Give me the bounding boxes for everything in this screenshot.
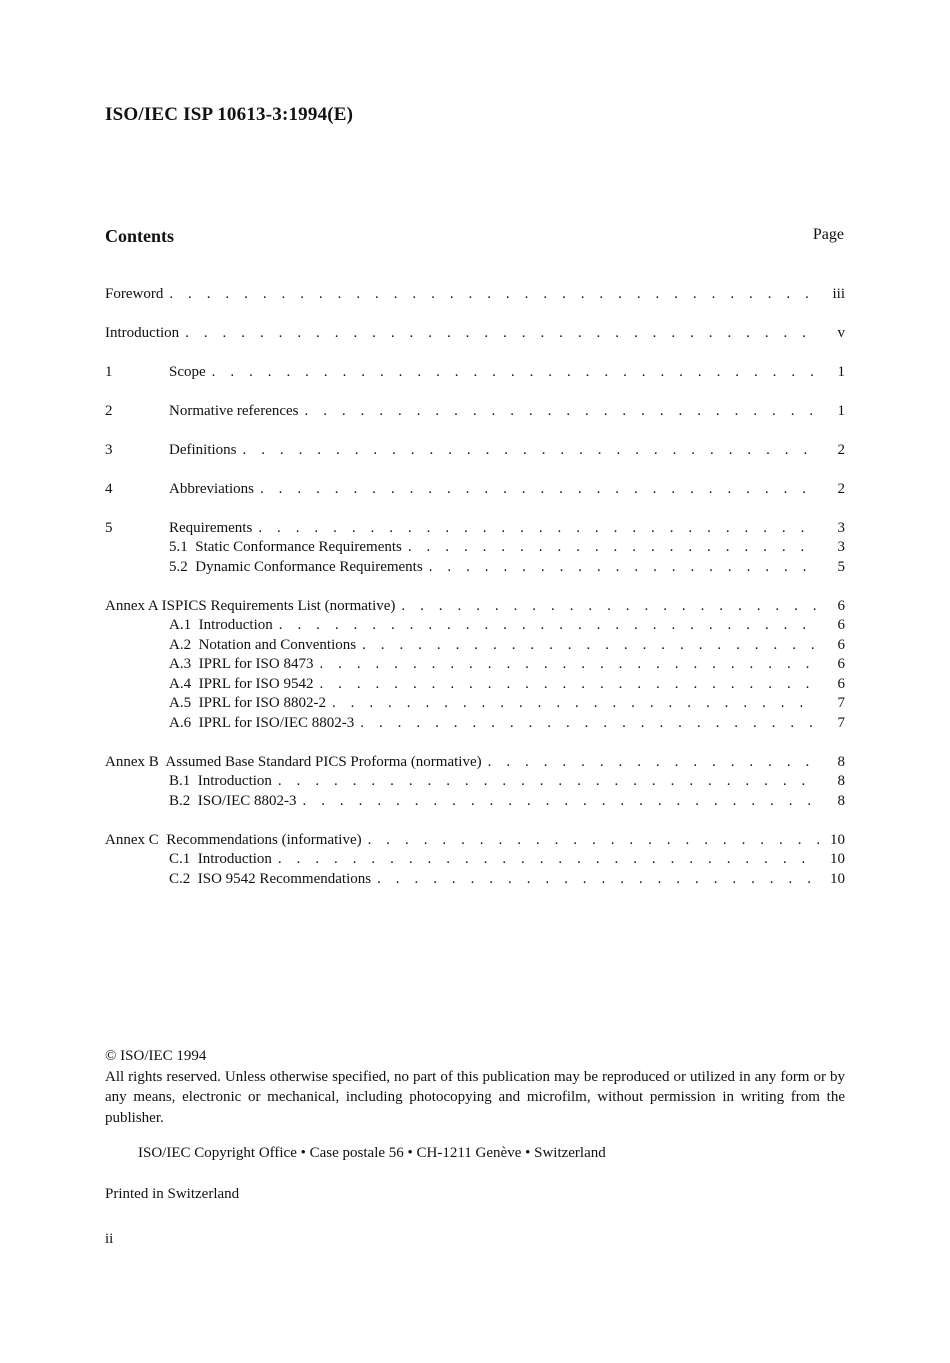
toc-entry-title: Introduction	[197, 773, 272, 789]
dot-leader	[303, 791, 819, 811]
toc-entry-number: 2	[105, 403, 113, 419]
toc-entry-title: Introduction	[198, 617, 273, 633]
dot-leader	[185, 323, 819, 343]
toc-entry-label	[169, 791, 297, 811]
toc-entry-number: 3	[105, 442, 113, 458]
toc-entry-title: IPRL for ISO 8473	[198, 656, 314, 672]
toc-entry-page: 8	[837, 754, 845, 770]
toc-entry-title: Dynamic Conformance Requirements	[195, 559, 423, 575]
page-column-heading: Page	[812, 226, 844, 243]
dot-leader	[278, 849, 819, 869]
toc-entry-page: 1	[837, 403, 845, 419]
toc-entry-label: Annex C Recommendations (informative)	[105, 832, 362, 848]
document-title: ISO/IEC ISP 10613-3:1994(E)	[105, 104, 354, 125]
toc-entry-title: IPRL for ISO 8802-2	[198, 695, 326, 711]
toc-entry-label: Definitions	[169, 442, 237, 458]
toc-entry-page: 8	[837, 773, 845, 789]
toc-entry-number: C.2	[169, 871, 191, 887]
toc-entry-number: C.1	[169, 851, 191, 867]
toc-entry-page: 6	[837, 617, 845, 633]
dot-leader	[278, 771, 819, 791]
copyright-notice	[105, 1046, 845, 1128]
dot-leader	[169, 284, 819, 304]
toc-entry-dynamic-conformance[interactable]	[105, 557, 845, 577]
toc-entry-label: Foreword	[105, 286, 164, 302]
toc-entry-number: 5.2	[169, 559, 188, 575]
toc-entry-label: Annex A ISPICS Requirements List (normative)	[105, 598, 396, 614]
toc-entry-page: 6	[837, 676, 845, 692]
toc-entry-number: B.1	[169, 773, 191, 789]
page-number: ii	[105, 1231, 114, 1247]
toc-entry-title: ISO 9542 Recommendations	[197, 871, 372, 887]
copyright-line: © ISO/IEC 1994	[105, 1048, 207, 1064]
dot-leader	[305, 401, 819, 421]
toc-entry-label: Requirements	[169, 520, 253, 536]
toc-entry-page: 7	[837, 695, 845, 711]
dot-leader	[429, 557, 819, 577]
toc-entry-number: A.4	[169, 676, 192, 692]
toc-entry-page: 5	[837, 559, 845, 575]
dot-leader	[401, 596, 819, 616]
toc-entry-label	[169, 635, 356, 655]
toc-entry-label	[169, 869, 371, 889]
dot-leader	[258, 518, 819, 538]
toc-entry-a2[interactable]	[105, 635, 845, 655]
toc-entry-b1[interactable]	[105, 771, 845, 791]
toc-entry-abbreviations[interactable]	[105, 479, 845, 499]
toc-entry-title: Notation and Conventions	[198, 637, 357, 653]
toc-entry-static-conformance[interactable]	[105, 537, 845, 557]
toc-entry-label	[169, 557, 423, 577]
toc-entry-title: IPRL for ISO/IEC 8802-3	[198, 715, 355, 731]
toc-entry-title: IPRL for ISO 9542	[198, 676, 314, 692]
dot-leader	[408, 537, 819, 557]
toc-entry-foreword[interactable]	[105, 284, 845, 304]
toc-entry-page: 2	[837, 481, 845, 497]
contents-heading: Contents	[105, 226, 175, 246]
toc-entry-label	[169, 713, 354, 733]
toc-entry-page: 10	[830, 871, 845, 887]
toc-entry-label	[169, 771, 272, 791]
toc-entry-annex-b[interactable]	[105, 752, 845, 772]
toc-entry-a5[interactable]	[105, 693, 845, 713]
toc-entry-number: 5.1	[169, 539, 188, 555]
toc-entry-page: 8	[837, 793, 845, 809]
toc-entry-label	[169, 537, 402, 557]
dot-leader	[488, 752, 819, 772]
toc-entry-annex-a[interactable]	[105, 596, 845, 616]
toc-entry-number: A.2	[169, 637, 192, 653]
toc-entry-label: Scope	[169, 364, 206, 380]
copyright-office-address: ISO/IEC Copyright Office • Case postale 56 • CH-1211 Genève • Switzerland	[138, 1145, 606, 1161]
dot-leader	[332, 693, 819, 713]
toc-entry-a6[interactable]	[105, 713, 845, 733]
dot-leader	[243, 440, 820, 460]
toc-entry-page: iii	[832, 286, 845, 302]
toc-entry-number: A.6	[169, 715, 192, 731]
toc-entry-number: A.1	[169, 617, 192, 633]
toc-entry-page: 7	[837, 715, 845, 731]
dot-leader	[360, 713, 819, 733]
rights-statement: All rights reserved. Unless otherwise specified, no part of this publication may be reproduced or utilized in any form or by any means, electronic or mechanical, including photocopying and microfilm, without permission in writing from the publisher.	[105, 1068, 845, 1126]
toc-entry-number: A.5	[169, 695, 192, 711]
toc-entry-page: 3	[837, 539, 845, 555]
toc-entry-label	[169, 693, 326, 713]
toc-entry-page: 6	[837, 598, 845, 614]
toc-entry-page: 10	[830, 832, 845, 848]
toc-entry-page: v	[837, 325, 845, 341]
toc-entry-title: Introduction	[197, 851, 272, 867]
printed-in-statement: Printed in Switzerland	[105, 1186, 240, 1202]
toc-entry-c1[interactable]	[105, 849, 845, 869]
dot-leader	[368, 830, 819, 850]
toc-entry-number: 1	[105, 364, 113, 380]
toc-entry-page: 6	[837, 637, 845, 653]
dot-leader	[377, 869, 819, 889]
toc-entry-page: 2	[837, 442, 845, 458]
dot-leader	[212, 362, 819, 382]
toc-entry-page: 10	[830, 851, 845, 867]
toc-entry-number: 5	[105, 520, 113, 536]
toc-entry-a1[interactable]	[105, 615, 845, 635]
dot-leader	[260, 479, 819, 499]
toc-entry-page: 6	[837, 656, 845, 672]
toc-entry-label: Annex B Assumed Base Standard PICS Proforma (normative)	[105, 754, 482, 770]
toc-entry-page: 3	[837, 520, 845, 536]
toc-entry-number: 4	[105, 481, 113, 497]
toc-entry-label	[169, 654, 313, 674]
toc-entry-introduction[interactable]	[105, 323, 845, 343]
toc-entry-label	[169, 849, 272, 869]
dot-leader	[362, 635, 819, 655]
toc-entry-requirements[interactable]	[105, 518, 845, 538]
toc-entry-page: 1	[837, 364, 845, 380]
dot-leader	[319, 674, 819, 694]
toc-entry-number: B.2	[169, 793, 191, 809]
toc-entry-b2[interactable]	[105, 791, 845, 811]
toc-entry-label: Normative references	[169, 403, 299, 419]
toc-entry-number: A.3	[169, 656, 192, 672]
toc-entry-a4[interactable]	[105, 674, 845, 694]
toc-entry-scope[interactable]	[105, 362, 845, 382]
toc-entry-a3[interactable]	[105, 654, 845, 674]
toc-entry-title: ISO/IEC 8802-3	[197, 793, 297, 809]
toc-entry-label: Introduction	[105, 325, 180, 341]
toc-entry-annex-c[interactable]	[105, 830, 845, 850]
toc-entry-normative-references[interactable]	[105, 401, 845, 421]
toc-entry-label	[169, 674, 313, 694]
dot-leader	[279, 615, 819, 635]
toc-entry-label: Abbreviations	[169, 481, 254, 497]
dot-leader	[319, 654, 819, 674]
toc-entry-c2[interactable]	[105, 869, 845, 889]
toc-entry-title: Static Conformance Requirements	[195, 539, 402, 555]
toc-entry-definitions[interactable]	[105, 440, 845, 460]
toc-entry-label	[169, 615, 273, 635]
